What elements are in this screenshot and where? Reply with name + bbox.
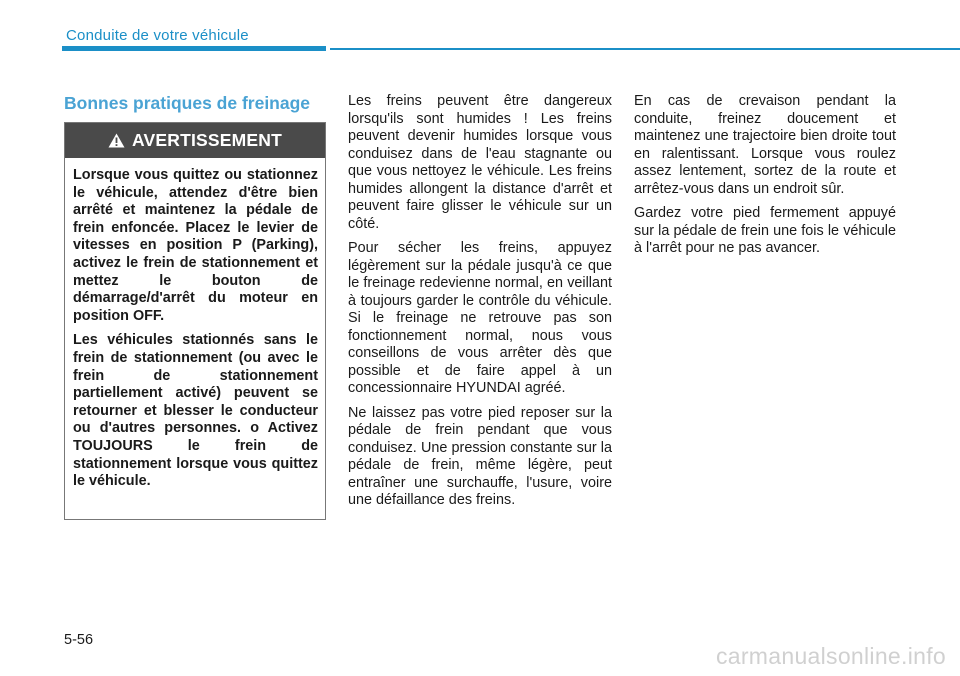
body-paragraph: Gardez votre pied fermement appuyé sur la pédale de frein une fois le véhicule à l'arrêt pour ne pas avancer. <box>634 205 896 256</box>
body-paragraph: Pour sécher les freins, appuyez légèrement sur la pédale jusqu'à ce que le freinage redevienne normal, en veillant à toujours garder le contrôle du véhicule. Si le freinage ne retrouve pas son fonctionnement normal, nous vous conseillons de vous arrêter dès que possible et de faire appel à un concessionnaire HYUNDAI agréé. <box>348 240 612 396</box>
warning-paragraph: Lorsque vous quittez ou stationnez le véhicule, attendez d'être bien arrêté et maintenez la pédale de frein enfoncée. Placez le levier de vitesses en position P (Parking), activez le frein de stationnement et mettez le bouton de démarrage/d'arrêt du moteur en position OFF. <box>73 167 318 324</box>
text-column-right <box>634 93 896 265</box>
header-rule <box>330 48 960 50</box>
chapter-title: Conduite de votre véhicule <box>66 27 249 44</box>
body-paragraph: En cas de crevaison pendant la conduite, freinez doucement et maintenez une trajectoire bien droite tout en ralentissant. Lorsque vous roulez assez lentement, sortez de la route et arrêtez-vous dans un endroit sûr. <box>634 93 896 197</box>
header-rule-accent <box>62 46 326 51</box>
warning-triangle-icon <box>108 133 125 148</box>
body-paragraph: Les freins peuvent être dangereux lorsqu'ils sont humides ! Les freins peuvent devenir humides lorsque vous conduisez dans de l'eau stagnante ou que vous nettoyez le véhicule. Les freins humides allongent la distance d'arrêt et peuvent faire glisser le véhicule sur un côté. <box>348 93 612 232</box>
watermark: carmanualsonline.info <box>715 643 946 669</box>
warning-body <box>65 158 325 491</box>
body-paragraph: Ne laissez pas votre pied reposer sur la pédale de frein pendant que vous conduisez. Une pression constante sur la pédale de frein, même légère, peut entraîner une surchauffe, l'usure, voire une défaillance des freins. <box>348 404 612 508</box>
section-title: Bonnes pratiques de freinage <box>64 93 311 113</box>
warning-paragraph: Les véhicules stationnés sans le frein de stationnement (ou avec le frein de stationnement partiellement activé) peuvent se retourner et blesser le conducteur ou d'autres personnes. o Activez TOUJOURS le frein de stationnement lorsque vous quittez le véhicule. <box>73 332 318 490</box>
page-number: 5-56 <box>64 632 94 648</box>
warning-header <box>65 123 325 158</box>
warning-box <box>64 122 326 520</box>
text-column-middle <box>348 93 612 517</box>
warning-label: AVERTISSEMENT <box>131 130 283 150</box>
